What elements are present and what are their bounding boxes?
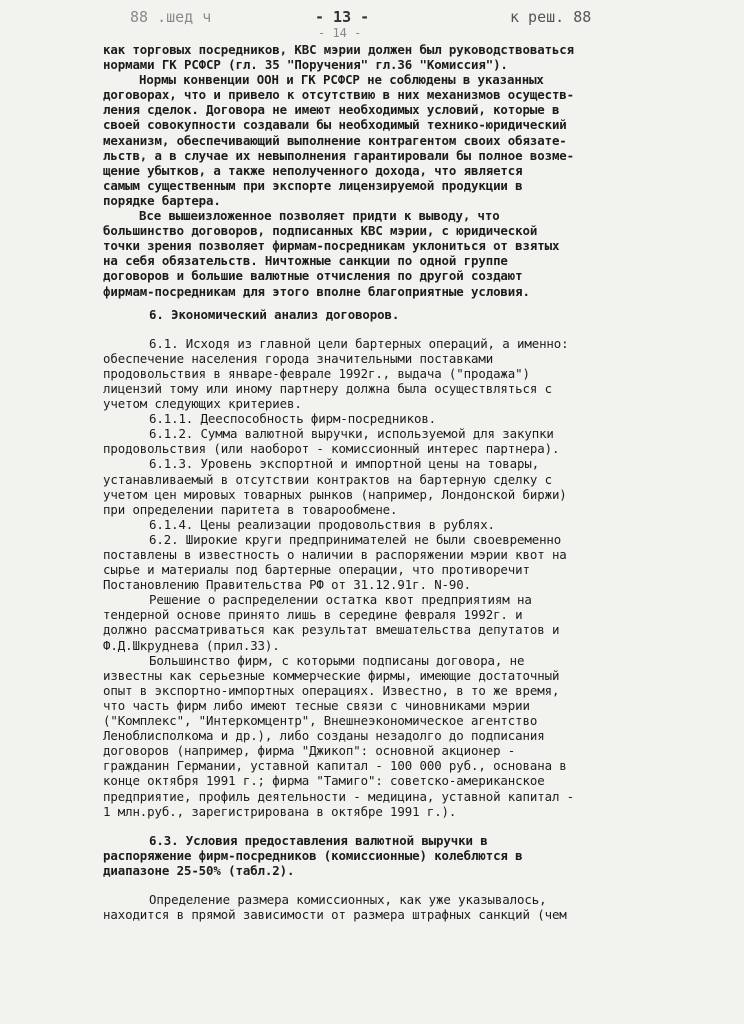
text-line: Постановлению Правительства РФ от 31.12.91г. N-90. — [103, 577, 471, 593]
text-line: точки зрения позволяет фирмам-посредникам уклониться от взятых — [103, 238, 560, 254]
page-number-faint: - 14 - — [318, 26, 362, 40]
text-line: лицензий тому или иному партнеру должна была осуществляться с — [103, 380, 552, 396]
text-line: Все вышеизложенное позволяет придти к выводу, что — [139, 208, 500, 224]
text-line: нормами ГК РСФСР (гл. 35 "Поручения" гл.36 "Комиссия"). — [103, 57, 508, 73]
text-line: Определение размера комиссионных, как уже указывалось, — [149, 891, 547, 907]
text-line: 6.2. Широкие круги предпринимателей не были своевременно — [149, 531, 562, 547]
text-line: должно рассматриваться как результат вмешательства депутатов и — [103, 622, 560, 638]
header-right-note: к реш. 88 — [510, 8, 592, 26]
text-line: 1 млн.руб., зарегистрирована в октябре 1991 г.). — [103, 803, 457, 819]
page-number: - 13 - — [315, 8, 370, 26]
text-line: 6.1.4. Цены реализации продовольствия в рублях. — [149, 516, 495, 532]
text-line: гражданин Германии, уставной капитал - 100 000 руб., основана в — [103, 758, 567, 774]
text-line: большинство договоров, подписанных КВС мэрии, с юридической — [103, 223, 538, 239]
text-line: сырье и материалы под бартерные операции, что противоречит — [103, 562, 530, 578]
text-line: предприятие, профиль деятельности - медицина, уставной капитал - — [103, 788, 575, 804]
text-line: 6.1.2. Сумма валютной выручки, используемой для закупки — [149, 426, 554, 442]
text-line: самым существенным при экспорте лицензируемой продукции в — [103, 177, 523, 193]
text-line: Решение о распределении остатка квот предприятиям на — [149, 592, 532, 608]
text-line: поставлены в известность о наличии в распоряжении мэрии квот на — [103, 547, 567, 562]
text-line: договорах, что и привело к отсутствию в них механизмов осуществ- — [103, 87, 575, 103]
paragraph-gap — [103, 878, 663, 892]
text-line: 6. Экономический анализ договоров. — [149, 306, 400, 322]
text-line: договоров (например, фирма "Джикоп": основной акционер - — [103, 743, 516, 759]
text-line: Ф.Д.Шкруднева (прил.33). — [103, 637, 280, 653]
text-line: находится в прямой зависимости от размера штрафных санкций (чем — [103, 907, 567, 923]
text-line: ("Комплекс", "Интеркомцентр", Внешнеэкономическое агентство — [103, 713, 538, 729]
paragraph-gap — [103, 299, 663, 307]
text-line: своей совокупности создавали бы необходимый технико-юридический — [103, 117, 567, 133]
text-line: обеспечение населения города значительными поставками — [103, 350, 494, 366]
text-line: опыт в экспортно-импортных операциях. Известно, в то же время, — [103, 682, 560, 698]
text-line: как торговых посредников, КВС мэрии должен был руководствоваться — [103, 42, 575, 57]
text-line: договоров и большие валютные отчисления по другой создают — [103, 268, 523, 284]
text-line: Нормы конвенции ООН и ГК РСФСР не соблюдены в указанных — [139, 72, 544, 88]
text-line: учетом цен мировых товарных рынков (например, Лондонской биржи) — [103, 486, 567, 502]
text-line: на себя обязательств. Ничтожные санкции по одной группе — [103, 253, 508, 269]
text-line: что часть фирм либо имеют тесные связи с чиновниками мэрии — [103, 697, 530, 713]
text-line: 6.3. Условия предоставления валютной выручки в — [149, 832, 488, 848]
text-line: Большинство фирм, с которыми подписаны договора, не — [149, 652, 525, 668]
text-line: механизм, обеспечивающий выполнение контрагентом своих обязате- — [103, 132, 567, 148]
text-line: ления сделок. Договора не имеют необходимых условий, которые в — [103, 102, 560, 118]
text-line: известны как серьезные коммерческие фирмы, имеющие достаточный — [103, 667, 560, 683]
text-line: 6.1. Исходя из главной цели бартерных операций, а именно: — [149, 335, 569, 351]
text-line: при определении паритета в товарообмене. — [103, 501, 398, 517]
document-body — [103, 42, 663, 922]
text-line: распоряжение фирм-посредников (комиссионные) колеблются в — [103, 847, 523, 863]
text-line: тендерной основе принято лишь в середине февраля 1992г. и — [103, 607, 523, 623]
text-line: Леноблисполкома и др.), либо созданы незадолго до подписания — [103, 728, 545, 744]
paragraph-gap — [103, 819, 663, 833]
text-line: порядке бартера. — [103, 192, 221, 208]
text-line: конце октября 1991 г.; фирма "Тамиго": советско-американское — [103, 773, 545, 789]
text-line: 6.1.1. Дееспособность фирм-посредников. — [149, 411, 437, 427]
paragraph-gap — [103, 322, 663, 336]
text-line: продовольствия (или наоборот - комиссионный интерес партнера). — [103, 441, 560, 457]
text-line: фирмам-посредникам для этого вполне благоприятные условия. — [103, 283, 530, 299]
text-line: продовольствия в январе-феврале 1992г., выдача ("продажа") — [103, 365, 530, 381]
text-line: устанавливаемый в отсутствии контрактов на бартерную сделку с — [103, 471, 552, 487]
header-left-note: 88 .шед ч — [130, 8, 212, 26]
text-line: льств, а в случае их невыполнения гарантировали бы полное возме- — [103, 147, 575, 163]
text-line: щение убытков, а также неполученного дохода, что является — [103, 162, 523, 178]
text-line: учетом следующих критериев. — [103, 396, 302, 412]
text-line: диапазоне 25-50% (табл.2). — [103, 862, 295, 878]
text-line: 6.1.3. Уровень экспортной и импортной цены на товары, — [149, 456, 540, 472]
